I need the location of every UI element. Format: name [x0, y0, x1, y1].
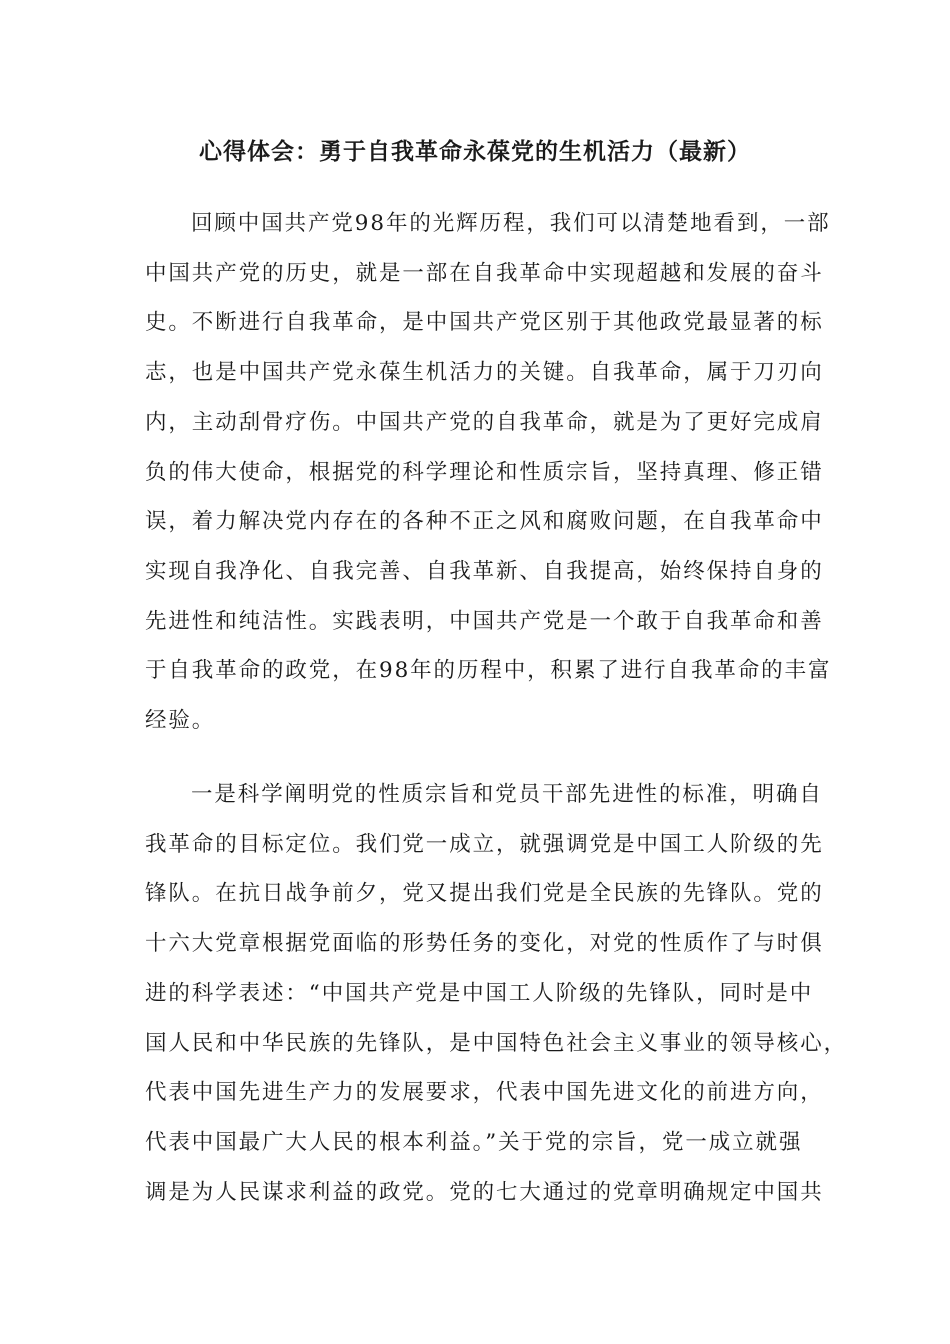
- paragraph-line: 一是科学阐明党的性质宗旨和党员干部先进性的标准，明确自: [191, 782, 823, 807]
- paragraph-line: 负的伟大使命，根据党的科学理论和性质宗旨，坚持真理、修正错: [145, 459, 824, 485]
- paragraph-line: 先进性和纯洁性。实践表明，中国共产党是一个敢于自我革命和善: [145, 608, 824, 634]
- paragraph-line: 经验。: [145, 708, 216, 734]
- paragraph-line: 于自我革命的政党，在98年的历程中，积累了进行自我革命的丰富: [145, 658, 832, 684]
- paragraph-2: [145, 770, 848, 1217]
- paragraph-line: 代表中国先进生产力的发展要求，代表中国先进文化的前进方向，: [145, 1080, 824, 1106]
- paragraph-1: [145, 199, 835, 746]
- paragraph-line: 我革命的目标定位。我们党一成立，就强调党是中国工人阶级的先: [145, 831, 824, 857]
- paragraph-line: 志，也是中国共产党永葆生机活力的关键。自我革命，属于刀刃向: [145, 360, 824, 386]
- paragraph-line: 内，主动刮骨疗伤。中国共产党的自我革命，就是为了更好完成肩: [145, 409, 824, 435]
- paragraph-line: 误，着力解决党内存在的各种不正之风和腐败问题，在自我革命中: [145, 509, 824, 535]
- paragraph-line: 史。不断进行自我革命，是中国共产党区别于其他政党最显著的标: [145, 310, 824, 336]
- document-title: 心得体会：勇于自我革命永葆党的生机活力（最新）: [199, 138, 751, 165]
- paragraph-line: 十六大党章根据党面临的形势任务的变化，对党的性质作了与时俱: [145, 931, 824, 957]
- paragraph-line: 代表中国最广大人民的根本利益。”关于党的宗旨，党一成立就强: [145, 1129, 803, 1155]
- paragraph-line: 中国共产党的历史，就是一部在自我革命中实现超越和发展的奋斗: [145, 260, 824, 286]
- paragraph-line: 调是为人民谋求利益的政党。党的七大通过的党章明确规定中国共: [145, 1179, 824, 1205]
- paragraph-line: 回顾中国共产党98年的光辉历程，我们可以清楚地看到，一部: [191, 211, 831, 236]
- paragraph-line: 进的科学表述：“中国共产党是中国工人阶级的先锋队，同时是中: [145, 980, 814, 1006]
- paragraph-line: 国人民和中华民族的先锋队，是中国特色社会主义事业的领导核心，: [145, 1030, 848, 1056]
- paragraph-line: 实现自我净化、自我完善、自我革新、自我提高，始终保持自身的: [145, 558, 824, 584]
- paragraph-line: 锋队。在抗日战争前夕，党又提出我们党是全民族的先锋队。党的: [145, 881, 824, 907]
